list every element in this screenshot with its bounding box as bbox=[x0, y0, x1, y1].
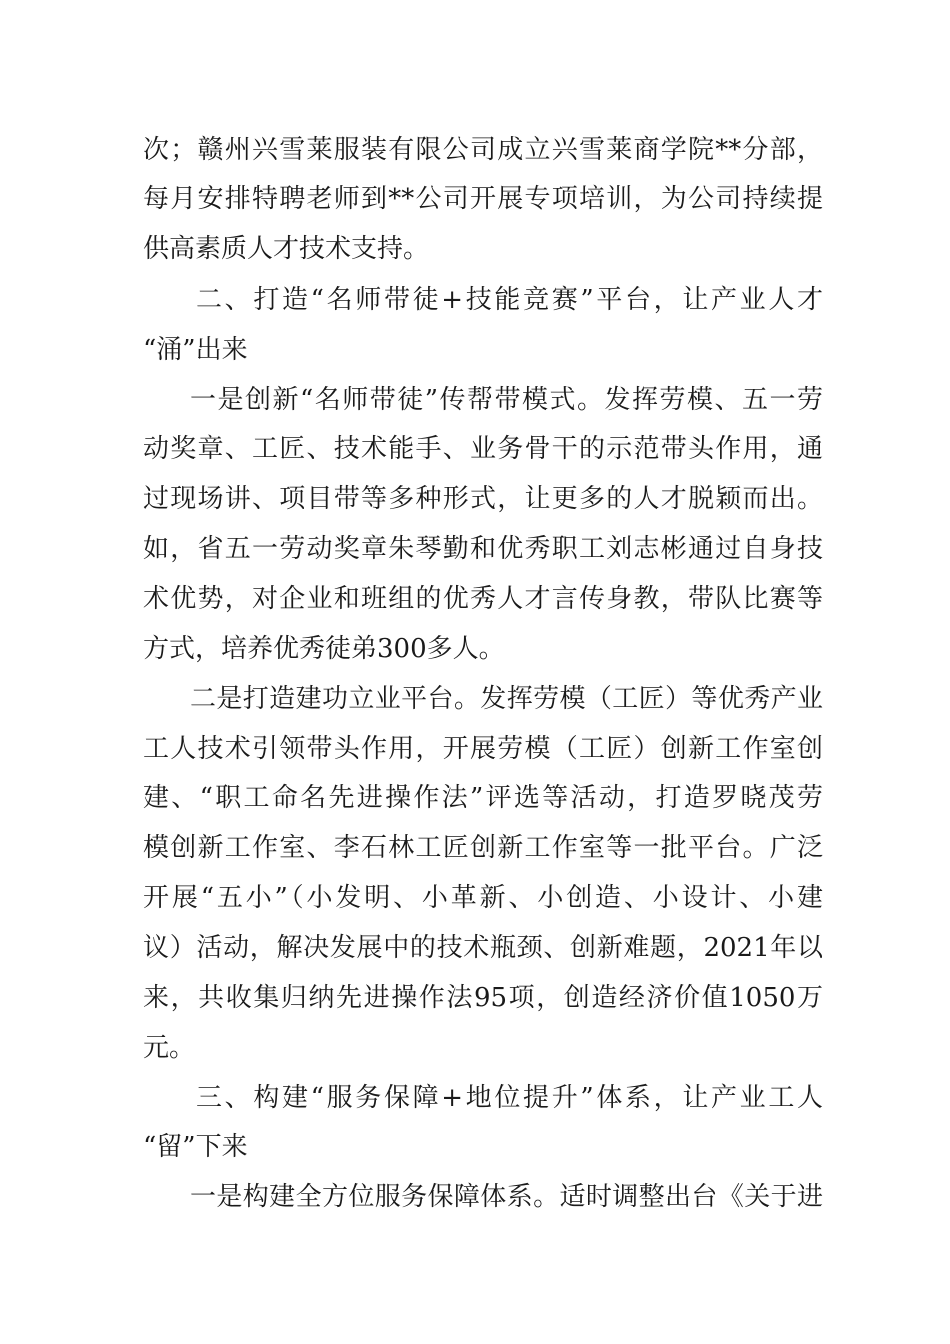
body-text-line: 元。 bbox=[143, 1033, 196, 1063]
body-text-line: 来，共收集归纳先进操作法95项，创造经济价值1050万 bbox=[143, 983, 823, 1013]
body-text-line: 动奖章、工匠、技术能手、业务骨干的示范带头作用，通 bbox=[143, 434, 823, 464]
body-text-line: 二是打造建功立业平台。发挥劳模（工匠）等优秀产业 bbox=[190, 684, 823, 714]
body-text-line: 供高素质人才技术支持。 bbox=[143, 234, 430, 264]
body-text-line: 过现场讲、项目带等多种形式，让更多的人才脱颖而出。 bbox=[143, 484, 823, 514]
body-text-line: 方式，培养优秀徒弟300多人。 bbox=[143, 634, 505, 664]
body-text-line: 议）活动，解决发展中的技术瓶颈、创新难题，2021年以 bbox=[143, 933, 823, 963]
section-heading-line: “涌”出来 bbox=[143, 335, 248, 365]
section-heading-line: 三、构建“服务保障+地位提升”体系，让产业工人 bbox=[196, 1083, 823, 1113]
body-text-line: 一是创新“名师带徒”传帮带模式。发挥劳模、五一劳 bbox=[190, 385, 823, 415]
body-text-line: 次；赣州兴雪莱服装有限公司成立兴雪莱商学院**分部， bbox=[143, 135, 823, 165]
body-text-line: 开展“五小”（小发明、小革新、小创造、小设计、小建 bbox=[143, 883, 823, 913]
body-text-line: 建、“职工命名先进操作法”评选等活动，打造罗晓茂劳 bbox=[143, 783, 823, 813]
body-text-line: 术优势，对企业和班组的优秀人才言传身教，带队比赛等 bbox=[143, 584, 823, 614]
section-heading-line: 二、打造“名师带徒+技能竞赛”平台，让产业人才 bbox=[196, 285, 823, 315]
body-text-line: 一是构建全方位服务保障体系。适时调整出台《关于进 bbox=[190, 1182, 823, 1212]
body-text-line: 模创新工作室、李石林工匠创新工作室等一批平台。广泛 bbox=[143, 833, 823, 863]
body-text-line: 如，省五一劳动奖章朱琴勤和优秀职工刘志彬通过自身技 bbox=[143, 534, 823, 564]
body-text-line: 工人技术引领带头作用，开展劳模（工匠）创新工作室创 bbox=[143, 734, 823, 764]
section-heading-line: “留”下来 bbox=[143, 1132, 248, 1162]
body-text-line: 每月安排特聘老师到**公司开展专项培训，为公司持续提 bbox=[143, 184, 823, 214]
